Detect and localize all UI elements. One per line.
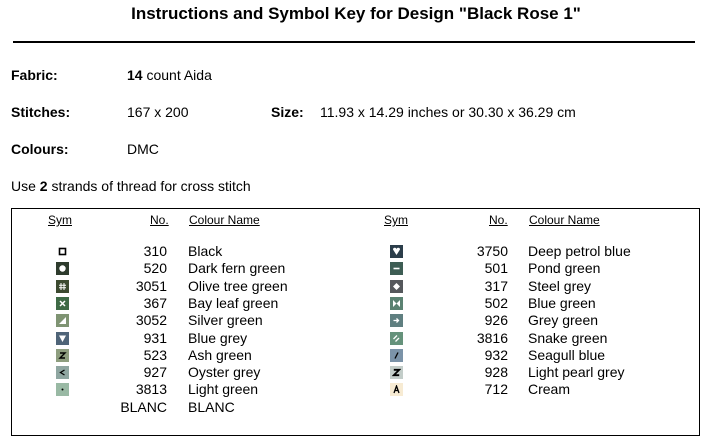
dash-icon [390,262,403,275]
colour-name: Seagull blue [528,346,606,363]
colour-name: Cream [528,381,571,398]
colour-number: 931 [143,329,167,346]
header-sym-right: Sym [384,213,408,227]
colour-name: Ash green [188,346,252,363]
colour-number: 927 [143,364,167,381]
stitches-label: Stitches: [11,104,71,120]
colour-name: Dark fern green [188,260,286,277]
z-icon [56,349,69,362]
page-title: Instructions and Symbol Key for Design "Black Rose 1" [131,4,581,23]
header-no-left: No. [150,213,169,227]
colour-number: 3051 [135,277,167,294]
colour-name: Olive tree green [188,277,288,294]
hash-icon [56,280,69,293]
strands-post: strands of thread for cross stitch [47,178,251,194]
colour-number: 3750 [476,243,508,259]
strands-instruction [11,178,251,194]
x-icon [56,297,69,310]
colour-name: Blue grey [188,329,248,346]
colour-number: 928 [484,364,508,381]
colour-name: Oyster grey [188,364,261,381]
fabric-count: 14 [127,67,143,83]
down-triangle-icon [56,332,69,345]
colour-number: 520 [143,260,167,277]
colours-value: DMC [127,141,159,157]
heart-icon [390,245,403,258]
colour-name: Grey green [528,312,599,329]
letter-a-icon [390,383,403,396]
colour-number: 501 [484,260,508,277]
colour-number: 932 [484,346,508,363]
colour-number: BLANC [120,398,167,415]
bowtie-icon [390,297,403,310]
header-name-left: Colour Name [189,213,260,227]
colour-number: 367 [143,294,167,311]
colour-number: 502 [484,294,508,311]
colour-number: 712 [484,381,508,398]
header-no-right: No. [489,213,508,227]
arrow-right-icon [390,314,403,327]
diagonal-triangle-icon [56,314,69,327]
colour-name: Steel grey [528,277,592,294]
colour-name: Light pearl grey [528,364,625,381]
strands-count: 2 [39,178,48,194]
diamond-icon [390,280,403,293]
colour-name: Light green [188,381,259,398]
title-underline [13,41,695,43]
blank-icon [56,401,69,414]
colour-number: 3052 [135,312,167,329]
open-square-icon [56,245,69,258]
fabric-type: count Aida [142,67,212,83]
colour-name: BLANC [188,398,235,415]
size-label: Size: [271,104,304,120]
fabric-value [127,67,212,83]
colour-name: Silver green [188,312,263,329]
circle-icon [56,262,69,275]
colour-name: Black [188,243,223,259]
colour-name: Snake green [528,329,608,346]
header-name-right: Colour Name [529,213,600,227]
dot-icon [56,383,69,396]
colour-number: 926 [484,312,508,329]
colour-name: Deep petrol blue [528,243,631,259]
colours-label: Colours: [11,141,69,157]
strands-pre: Use [11,178,40,194]
colour-name: Bay leaf green [188,294,279,311]
colour-number: 3813 [135,381,167,398]
header-sym-left: Sym [48,213,72,227]
slash-icon [390,349,403,362]
colour-name: Pond green [528,260,601,277]
bold-z-icon [390,366,403,379]
fabric-label: Fabric: [11,67,58,83]
colour-name: Blue green [528,294,596,311]
colour-number: 523 [143,346,167,363]
stitches-value: 167 x 200 [127,104,189,120]
size-value: 11.93 x 14.29 inches or 30.30 x 36.29 cm [320,104,576,120]
slash-lines-icon [390,332,403,345]
colour-number: 3816 [476,329,508,346]
colour-number: 317 [484,277,508,294]
colour-number: 310 [143,243,167,259]
less-than-icon [56,366,69,379]
symbol-key-table [11,208,700,436]
